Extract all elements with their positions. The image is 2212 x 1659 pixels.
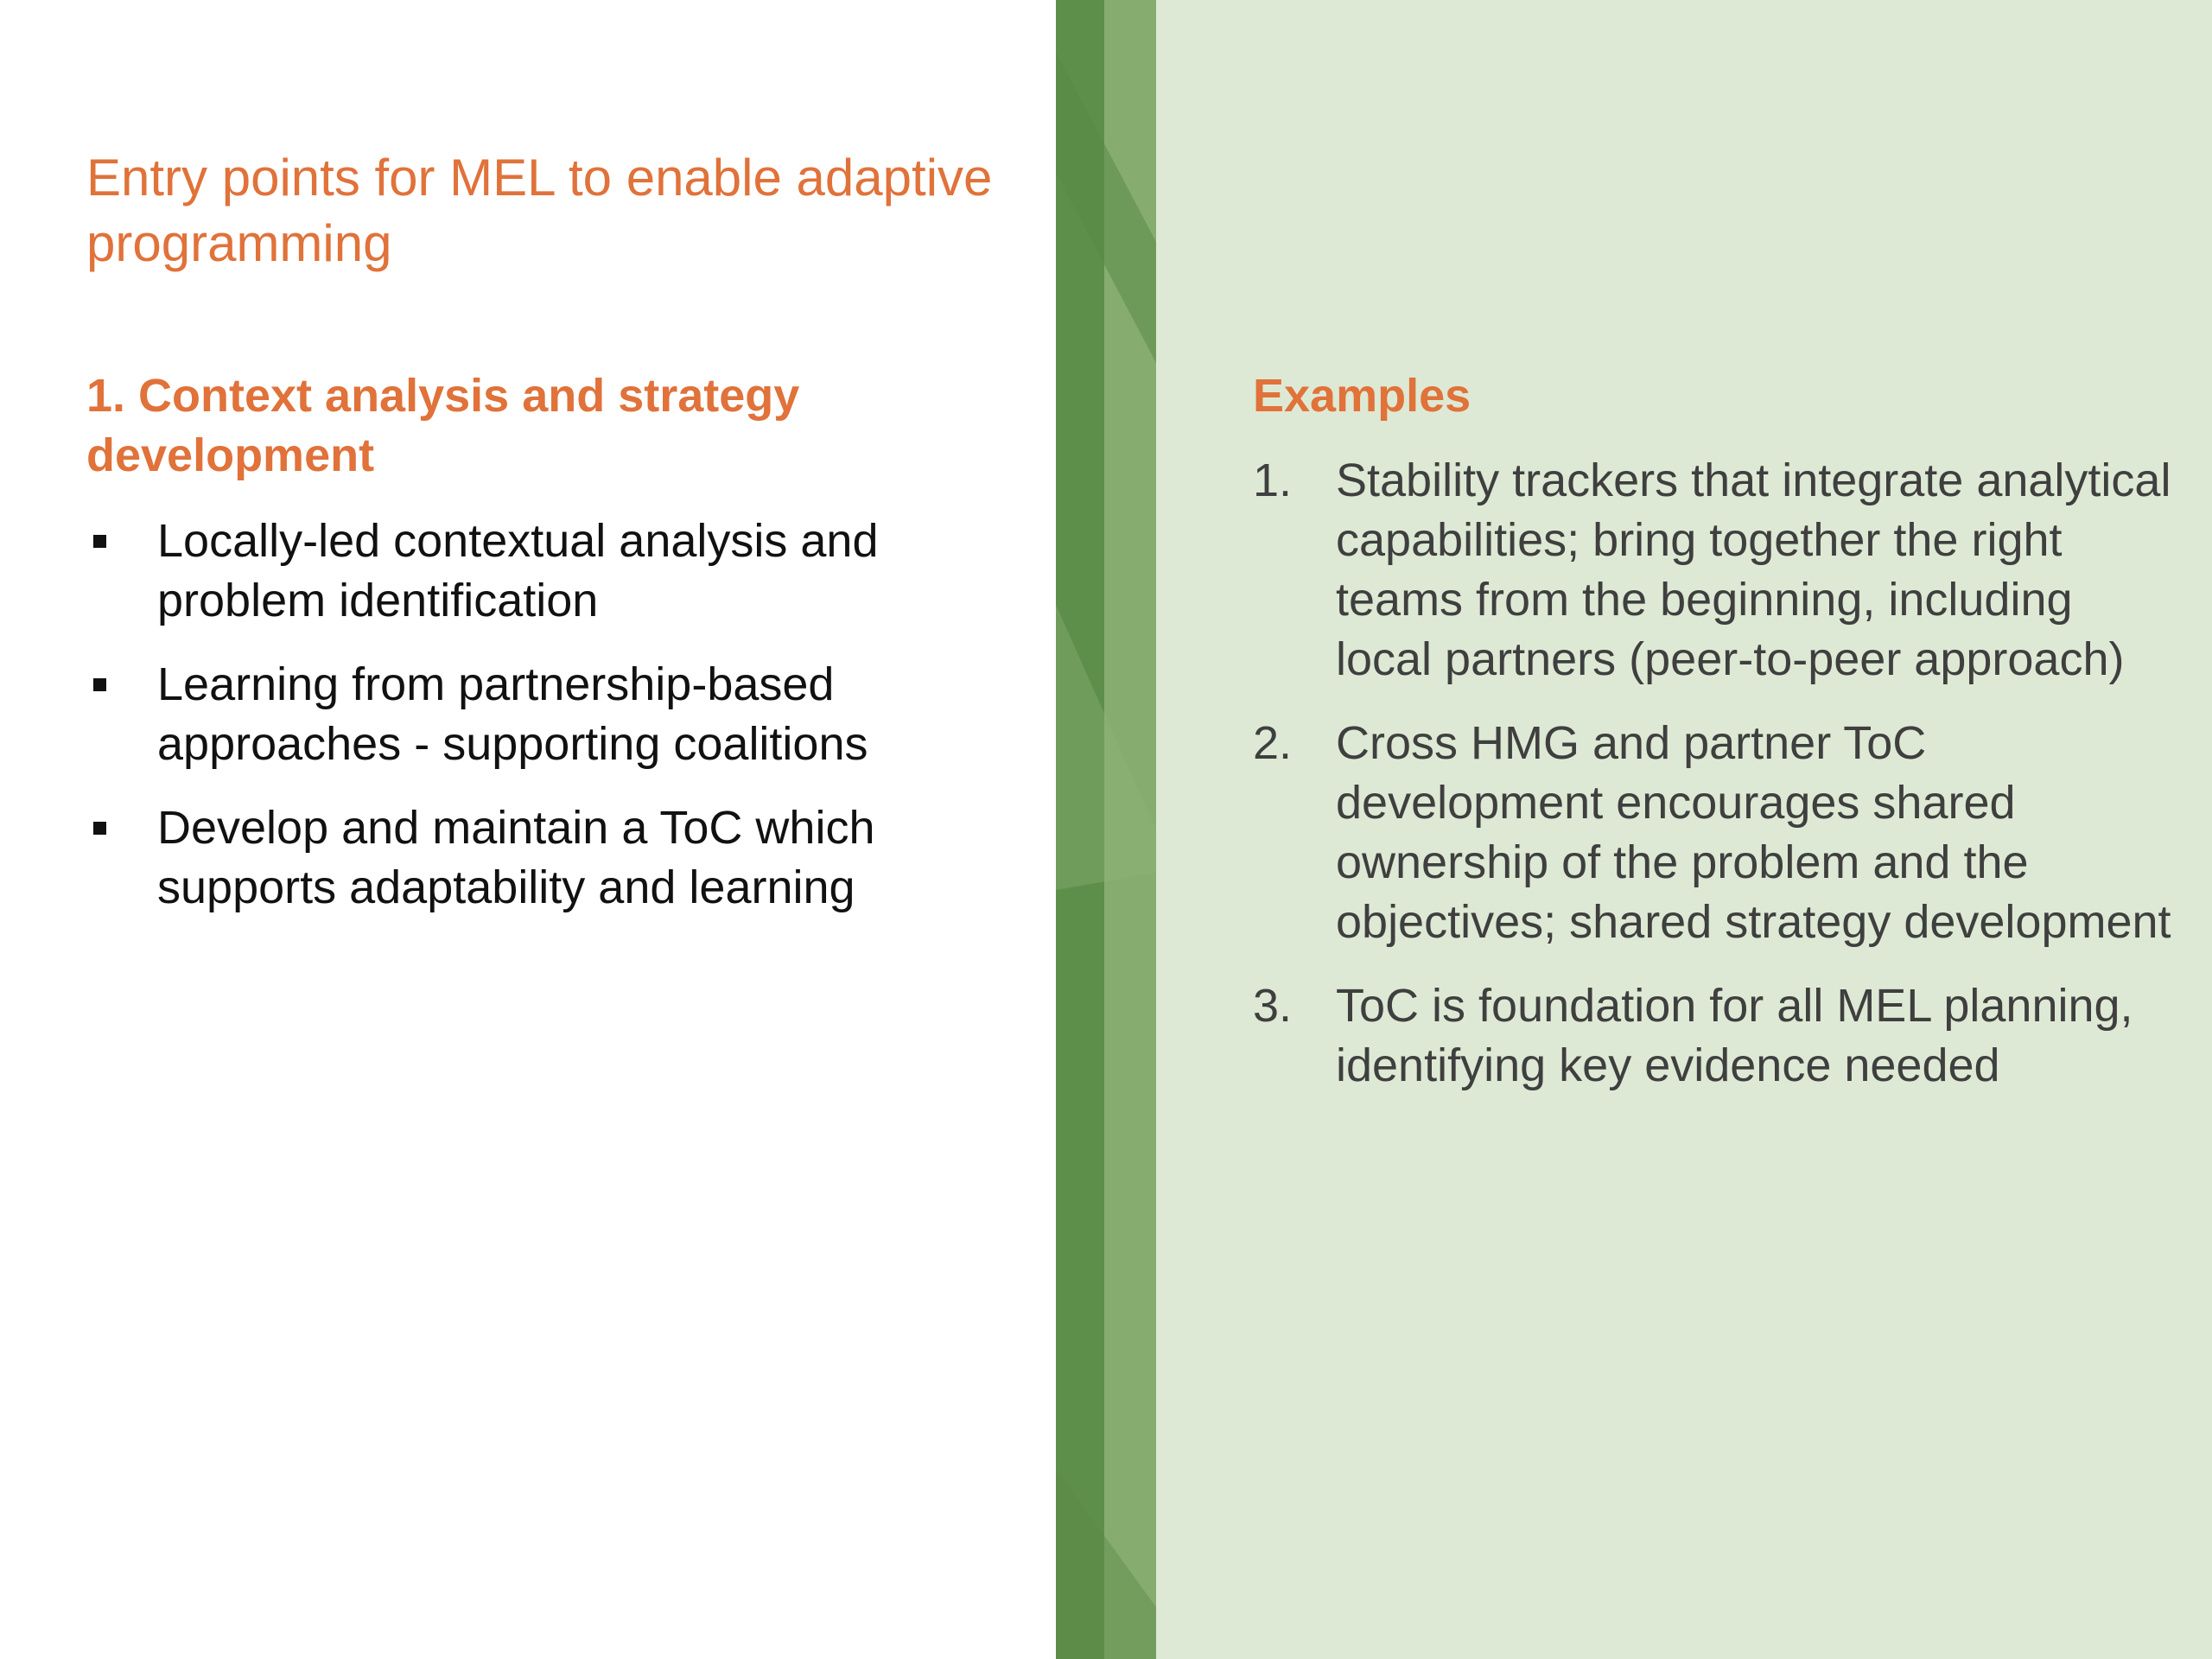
bullet-item: [86, 512, 1037, 631]
slide-title: Entry points for MEL to enable adaptive programming: [86, 149, 993, 272]
square-bullet-icon: [93, 822, 106, 835]
example-item: [1253, 976, 2177, 1096]
bullet-item: [86, 798, 1037, 918]
example-number: 1.: [1253, 454, 1293, 506]
green-divider-band: [1056, 0, 1156, 1659]
example-item: [1253, 714, 2177, 952]
square-bullet-icon: [93, 678, 106, 691]
example-number: 2.: [1253, 717, 1293, 769]
example-text: Cross HMG and partner ToC development encourages shared ownership of the problem and the objectives; shared strategy development: [1336, 717, 2171, 948]
bullet-text: Learning from partnership-based approaches - supporting coalitions: [157, 658, 868, 770]
example-number: 3.: [1253, 980, 1293, 1032]
example-text: Stability trackers that integrate analytical capabilities; bring together the right teams from the beginning, including local partners (peer-to-peer approach): [1336, 454, 2171, 685]
bullet-list: [86, 512, 1037, 942]
left-pane: [0, 0, 1056, 1659]
bullet-text: Locally-led contextual analysis and problem identification: [157, 515, 879, 626]
example-item: [1253, 451, 2177, 690]
examples-heading: Examples: [1253, 370, 1471, 422]
example-text: ToC is foundation for all MEL planning, identifying key evidence needed: [1336, 980, 2133, 1091]
bullet-text: Develop and maintain a ToC which supports adaptability and learning: [157, 802, 875, 913]
bullet-item: [86, 655, 1037, 774]
examples-list: [1253, 451, 2177, 1120]
right-pane: [1156, 0, 2212, 1659]
section-heading: 1. Context analysis and strategy development: [86, 370, 800, 481]
square-bullet-icon: [93, 535, 106, 548]
band-decoration: [1056, 0, 1156, 1659]
